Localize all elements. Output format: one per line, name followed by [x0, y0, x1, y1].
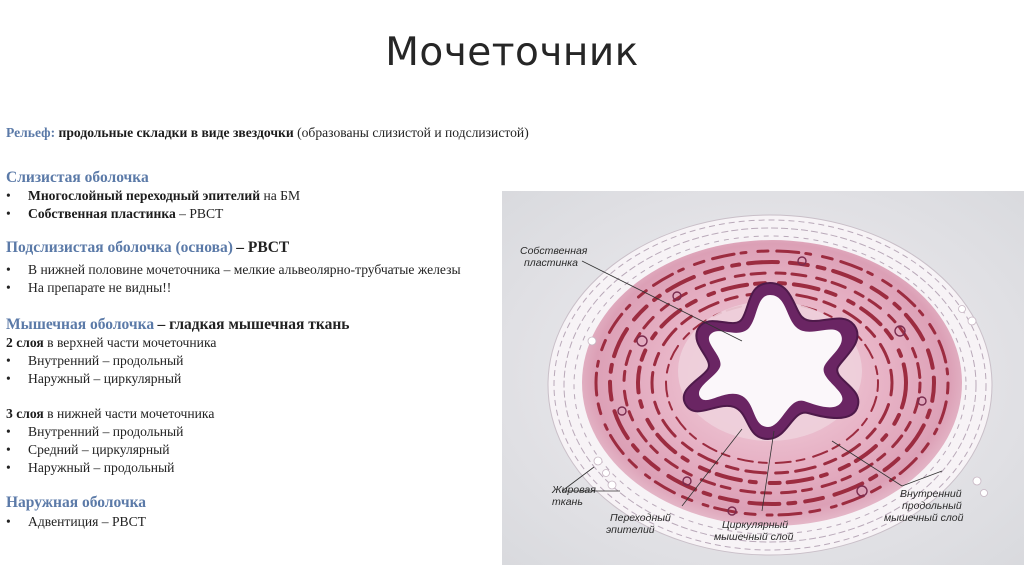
relief-line: [6, 124, 529, 142]
muscular-upper: 2 слоя в верхней части мочеточника: [6, 335, 217, 350]
label-fat: Жировая ткань: [552, 484, 596, 508]
relief-head: Рельеф:: [6, 125, 56, 140]
label-circular: Циркулярный мышечный слой: [714, 519, 794, 543]
muscular-lower-item: • Наружный – продольный: [6, 460, 175, 475]
relief-bold: продольные складки в виде звездочки: [58, 125, 294, 140]
slide-title: Мочеточник: [385, 30, 639, 75]
label-inner-longitudinal: Внутренний продольный мышечный слой: [884, 488, 964, 524]
muscular-upper-item: • Наружный – циркулярный: [6, 371, 182, 386]
submucosa-item: • В нижней половине мочеточника – мелкие альвеолярно-трубчатые железы: [6, 262, 461, 277]
mucosa-item: • Собственная пластинка – РВСТ: [6, 206, 224, 221]
muscular-lower-item: • Внутренний – продольный: [6, 424, 184, 439]
muscular-lower: 3 слоя в нижней части мочеточника: [6, 406, 215, 421]
relief-rest: (образованы слизистой и подслизистой): [297, 125, 529, 140]
mucosa-item: • Многослойный переходный эпителий на БМ: [6, 188, 301, 203]
submucosa-heading: Подслизистая оболочка (основа) – РВСТ: [6, 239, 290, 256]
label-lamina: Собственная пластинка: [520, 245, 588, 269]
ureter-histology-figure: [502, 191, 1024, 565]
outer-item: • Адвентиция – РВСТ: [6, 514, 146, 529]
mucosa-heading: Слизистая оболочка: [6, 169, 149, 186]
label-epithelium: Переходный эпителий: [606, 512, 671, 536]
submucosa-item: • На препарате не видны!!: [6, 280, 172, 295]
outer-heading: Наружная оболочка: [6, 494, 147, 511]
muscular-heading: Мышечная оболочка – гладкая мышечная ткань: [6, 316, 350, 333]
ureter-cross-section-image: [502, 191, 1024, 565]
muscular-upper-item: • Внутренний – продольный: [6, 353, 184, 368]
muscular-lower-item: • Средний – циркулярный: [6, 442, 170, 457]
